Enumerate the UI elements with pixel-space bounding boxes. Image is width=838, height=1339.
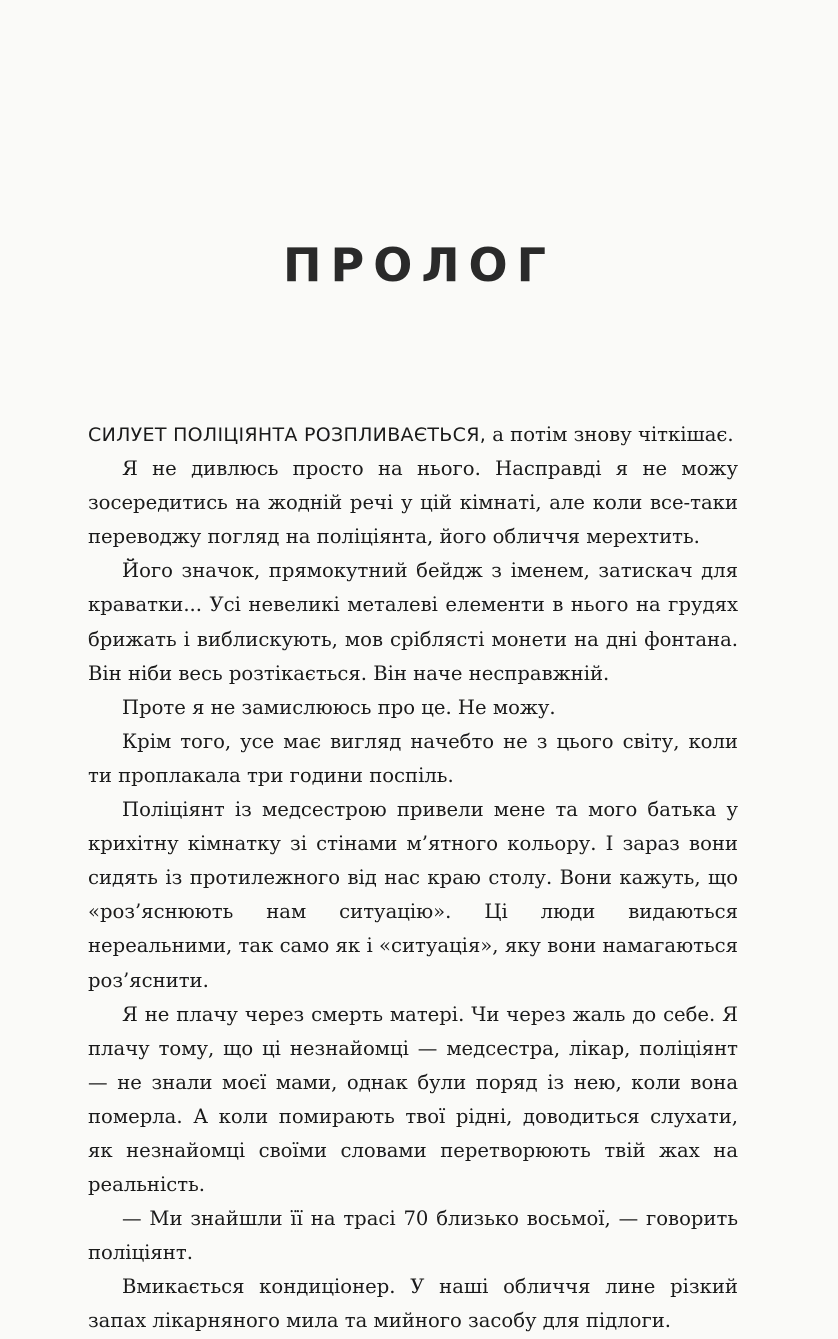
paragraph-lead-in: СИЛУЕТ ПОЛІЦІЯНТА РОЗПЛИВАЄТЬСЯ, bbox=[88, 424, 487, 446]
paragraph-6: Поліціянт із медсестрою привели мене та мого батька у крихітну кімнатку зі стінами м’ятного кольору. І зараз вони сидять із протилежного від нас краю столу. Вони кажуть, що «роз’яснюють нам ситуацію». Ці люди видаються нереальними, так само як і «ситуація», яку вони намагаються роз’яснити. bbox=[88, 798, 738, 992]
paragraph-text: а потім знову чіткішає. bbox=[486, 423, 734, 446]
paragraph-5: Крім того, усе має вигляд начебто не з цього світу, коли ти проплакала три години поспіль. bbox=[88, 729, 738, 787]
paragraph-8-dialogue: — Ми знайшли її на трасі 70 близько восьмої, — говорить поліціянт. bbox=[88, 1207, 738, 1265]
paragraph-1 bbox=[88, 418, 738, 452]
paragraph-7: Я не плачу через смерть матері. Чи через жаль до себе. Я плачу тому, що ці незнайомці — медсестра, лікар, поліціянт — не знали моєї мами, однак були поряд із нею, коли вона померла. А коли помирають твої рідні, доводиться слухати, як незнайомці своїми словами перетворюють твій жах на реальність. bbox=[88, 1002, 738, 1197]
paragraph-3: Його значок, прямокутний бейдж з іменем, затискач для краватки... Усі невеликі металеві елементи в нього на грудях брижать і виблискують, мов сріблясті монети на дні фонтана. Він ніби весь розтікається. Він наче несправжній. bbox=[88, 559, 738, 685]
chapter-title: ПРОЛОГ bbox=[283, 238, 555, 292]
paragraph-9: Вмикається кондиціонер. У наші обличчя лине різкий запах лікарняного мила та мийного засобу для підлоги. bbox=[88, 1275, 738, 1333]
paragraph-4: Проте я не замислююсь про це. Не можу. bbox=[122, 695, 556, 719]
body-text bbox=[88, 418, 738, 1339]
paragraph-2: Я не дивлюсь просто на нього. Насправді я не можу зосередитись на жодній речі у цій кімнаті, але коли все-таки переводжу погляд на поліціянта, його обличчя мерехтить. bbox=[88, 457, 738, 549]
